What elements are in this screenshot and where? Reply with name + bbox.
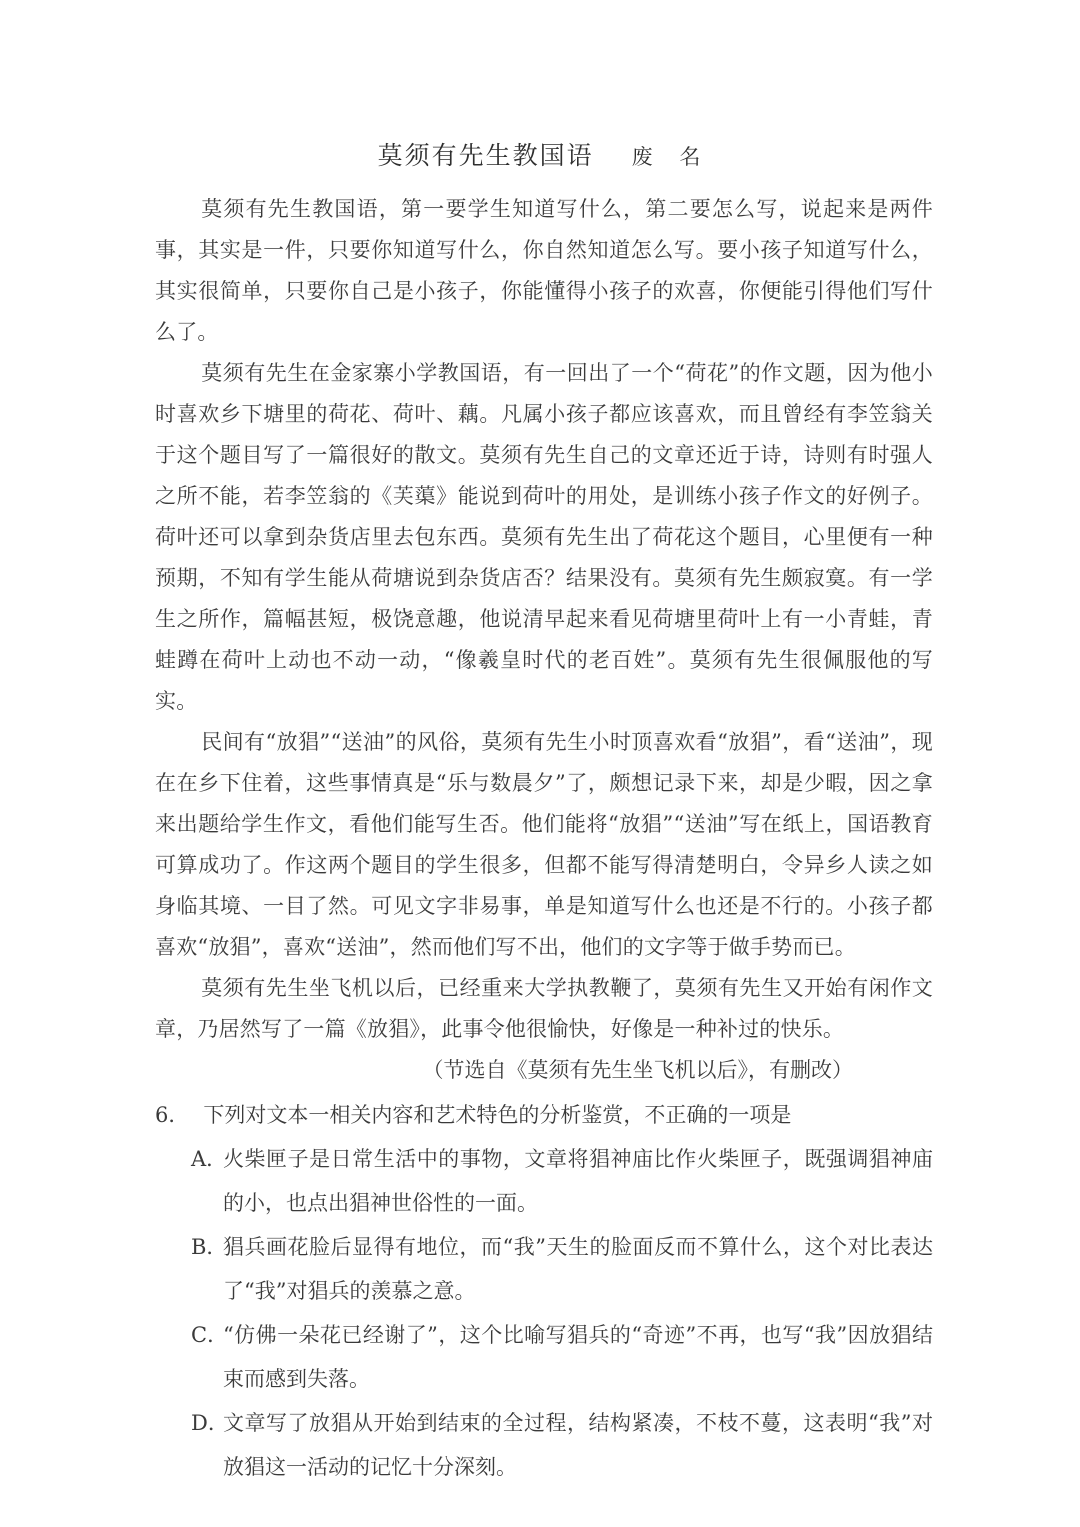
- option-d: [155, 1401, 933, 1489]
- option-d-text: 文章写了放猖从开始到结束的全过程，结构紧凑，不枝不蔓，这表明“我”对放猖这一活动的记忆十分深刻。: [223, 1411, 933, 1479]
- passage-paragraph-3: 民间有“放猖”“送油”的风俗，莫须有先生小时顶喜欢看“放猖”，看“送油”，现在在乡下住着，这些事情真是“乐与数晨夕”了，颇想记录下来，却是少暇，因之拿来出题给学生作文，看他们能写生否。他们能将“放猖”“送油”写在纸上，国语教育可算成功了。作这两个题目的学生很多，但都不能写得清楚明白，令异乡人读之如身临其境、一目了然。可见文字非易事，单是知道写什么也还是不行的。小孩子都喜欢“放猖”，喜欢“送油”，然而他们写不出，他们的文字等于做手势而已。: [155, 730, 933, 959]
- document-author: 废 名: [631, 145, 711, 169]
- passage-paragraph-1: 莫须有先生教国语，第一要学生知道写什么，第二要怎么写，说起来是两件事，其实是一件，只要你知道写什么，你自然知道怎么写。要小孩子知道写什么，其实很简单，只要你自己是小孩子，你能懂得小孩子的欢喜，你便能引得他们写什么了。: [155, 197, 933, 344]
- passage-paragraph-4: 莫须有先生坐飞机以后，已经重来大学执教鞭了，莫须有先生又开始有闲作文章，乃居然写了一篇《放猖》，此事令他很愉快，好像是一种补过的快乐。: [155, 976, 933, 1041]
- question-stem: [155, 1093, 933, 1137]
- title-line: [155, 134, 933, 181]
- option-b: [155, 1225, 933, 1313]
- option-d-label: D．: [191, 1411, 229, 1435]
- source-attribution: （节选自《莫须有先生坐飞机以后》，有删改）: [422, 1058, 853, 1082]
- option-b-text: 猖兵画花脸后显得有地位，而“我”天生的脸面反而不算什么，这个对比表达了“我”对猖兵的羡慕之意。: [223, 1235, 933, 1303]
- option-c-text: “仿佛一朵花已经谢了”，这个比喻写猖兵的“奇迹”不再，也写“我”因放猖结束而感到失落。: [223, 1323, 933, 1391]
- option-b-label: B．: [191, 1235, 228, 1259]
- document-title: 莫须有先生教国语: [377, 141, 594, 170]
- passage-paragraph-2: 莫须有先生在金家寨小学教国语，有一回出了一个“荷花”的作文题，因为他小时喜欢乡下塘里的荷花、荷叶、藕。凡属小孩子都应该喜欢，而且曾经有李笠翁关于这个题目写了一篇很好的散文。莫须有先生自己的文章还近于诗，诗则有时强人之所不能，若李笠翁的《芙蕖》能说到荷叶的用处，是训练小孩子作文的好例子。荷叶还可以拿到杂货店里去包东西。莫须有先生出了荷花这个题目，心里便有一种预期，不知有学生能从荷塘说到杂货店否？结果没有。莫须有先生颇寂寞。有一学生之所作，篇幅甚短，极饶意趣，他说清早起来看见荷塘里荷叶上有一小青蛙，青蛙蹲在荷叶上动也不动一动，“像羲皇时代的老百姓”。莫须有先生很佩服他的写实。: [155, 361, 933, 713]
- option-a-text: 火柴匣子是日常生活中的事物，文章将猖神庙比作火柴匣子，既强调猖神庙的小，也点出猖神世俗性的一面。: [223, 1147, 933, 1215]
- option-a-label: A．: [191, 1147, 228, 1171]
- option-c: [155, 1313, 933, 1401]
- option-c-label: C．: [191, 1323, 229, 1347]
- question-stem-text: 下列对文本一相关内容和艺术特色的分析鉴赏，不正确的一项是: [203, 1103, 792, 1127]
- document-content: [155, 134, 933, 1489]
- option-a: [155, 1137, 933, 1225]
- question-6: [155, 1093, 933, 1489]
- question-number: 6．: [155, 1103, 190, 1127]
